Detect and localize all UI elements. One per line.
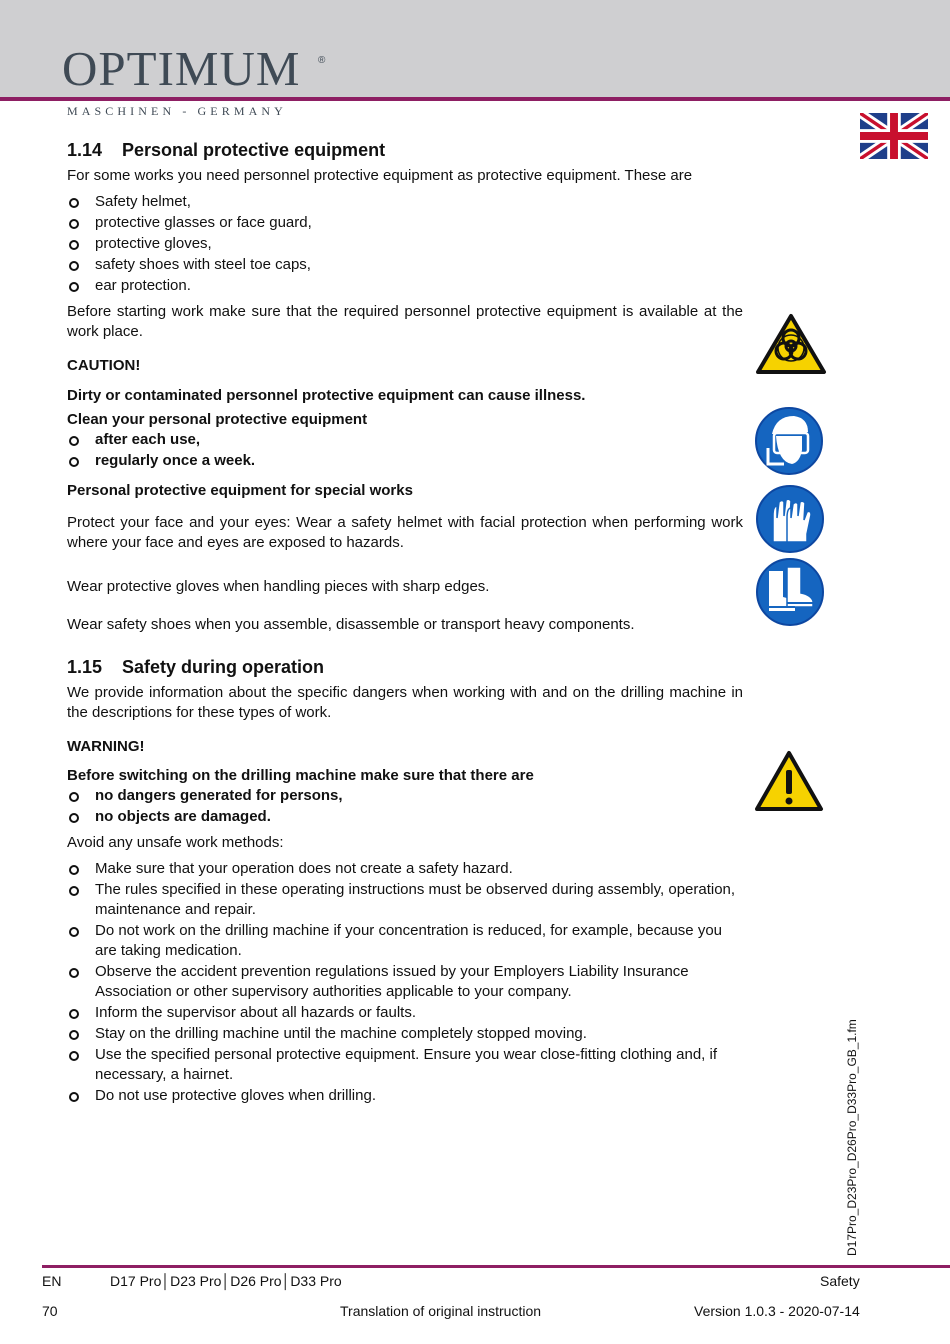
clean-list [67, 430, 743, 471]
list-item: Inform the supervisor about all hazards or faults. [67, 1003, 743, 1023]
list-item: Do not work on the drilling machine if your concentration is reduced, for example, because you are taking medication. [67, 921, 743, 961]
gloves-text: Wear protective gloves when handling pieces with sharp edges. [67, 578, 490, 595]
operation-intro: We provide information about the specific dangers when working with and on the drilling machine in the descriptions for these types of work. [67, 684, 743, 721]
section-title: Personal protective equipment [122, 140, 386, 160]
biohazard-warning-icon [755, 313, 827, 375]
section-1-14-heading [67, 138, 743, 162]
list-item: safety shoes with steel toe caps, [67, 255, 743, 275]
warning-list [67, 786, 743, 827]
gloves-icon [755, 484, 825, 554]
caution-label: CAUTION! [67, 357, 141, 374]
warning-heading: Before switching on the drilling machine make sure that there are [67, 767, 534, 784]
footer-language: EN [42, 1273, 62, 1289]
list-item: Use the specified personal protective equipment. Ensure you wear close-fitting clothing and, if necessary, a hairnet. [67, 1045, 743, 1085]
rules-list [67, 859, 743, 1106]
list-item: protective gloves, [67, 234, 743, 254]
list-item: Do not use protective gloves when drilling. [67, 1086, 743, 1106]
list-item: Stay on the drilling machine until the machine completely stopped moving. [67, 1024, 743, 1044]
list-item: The rules specified in these operating instructions must be observed during assembly, operation, maintenance and repair. [67, 880, 743, 920]
avoid-text: Avoid any unsafe work methods: [67, 834, 284, 851]
footer-chapter: Safety [820, 1273, 860, 1289]
section-number: 1.14 [67, 140, 103, 160]
general-warning-icon [754, 750, 824, 812]
shoes-text: Wear safety shoes when you assemble, disassemble or transport heavy components. [67, 616, 635, 633]
brand-logo: OPTIMUM [62, 41, 301, 96]
ppe-intro: For some works you need personnel protective equipment as protective equipment. These are [67, 167, 693, 184]
face-protection-icon [754, 406, 824, 476]
page-content [67, 138, 743, 1112]
safety-boots-icon [755, 557, 825, 627]
warning-label: WARNING! [67, 738, 145, 755]
list-item: no dangers generated for persons, [67, 786, 743, 806]
file-name-label: D17Pro_D23Pro_D26Pro_D33Pro_GB_1.fm [845, 1019, 859, 1256]
list-item: Observe the accident prevention regulations issued by your Employers Liability Insurance Association or other supervisory authorities applicable to your company. [67, 962, 743, 1002]
footer-rule [42, 1265, 950, 1268]
face-protection-text: Protect your face and your eyes: Wear a safety helmet with facial protection when performing work where your face and eyes are exposed to hazards. [67, 514, 743, 551]
registered-mark: ® [318, 55, 326, 66]
ppe-availability: Before starting work make sure that the required personnel protective equipment is available at the work place. [67, 303, 743, 340]
footer-translation: Translation of original instruction [340, 1303, 542, 1319]
uk-flag-icon [860, 113, 928, 159]
list-item: after each use, [67, 430, 743, 450]
footer-models: D17 Pro│D23 Pro│D26 Pro│D33 Pro [110, 1273, 342, 1289]
caution-text: Dirty or contaminated personnel protective equipment can cause illness. [67, 387, 586, 404]
list-item: Safety helmet, [67, 192, 743, 212]
ppe-list [67, 192, 743, 296]
section-title: Safety during operation [122, 657, 325, 677]
list-item: regularly once a week. [67, 451, 743, 471]
list-item: protective glasses or face guard, [67, 213, 743, 233]
list-item: no objects are damaged. [67, 807, 743, 827]
footer-version: Version 1.0.3 - 2020-07-14 [694, 1303, 860, 1319]
section-number: 1.15 [67, 657, 103, 677]
list-item: ear protection. [67, 276, 743, 296]
page-number: 70 [42, 1303, 58, 1319]
list-item: Make sure that your operation does not create a safety hazard. [67, 859, 743, 879]
header-rule [0, 97, 950, 101]
clean-heading: Clean your personal protective equipment [67, 411, 368, 428]
special-works-heading: Personal protective equipment for special works [67, 482, 413, 499]
section-1-15-heading [67, 655, 743, 679]
brand-tagline: MASCHINEN - GERMANY [67, 104, 287, 118]
